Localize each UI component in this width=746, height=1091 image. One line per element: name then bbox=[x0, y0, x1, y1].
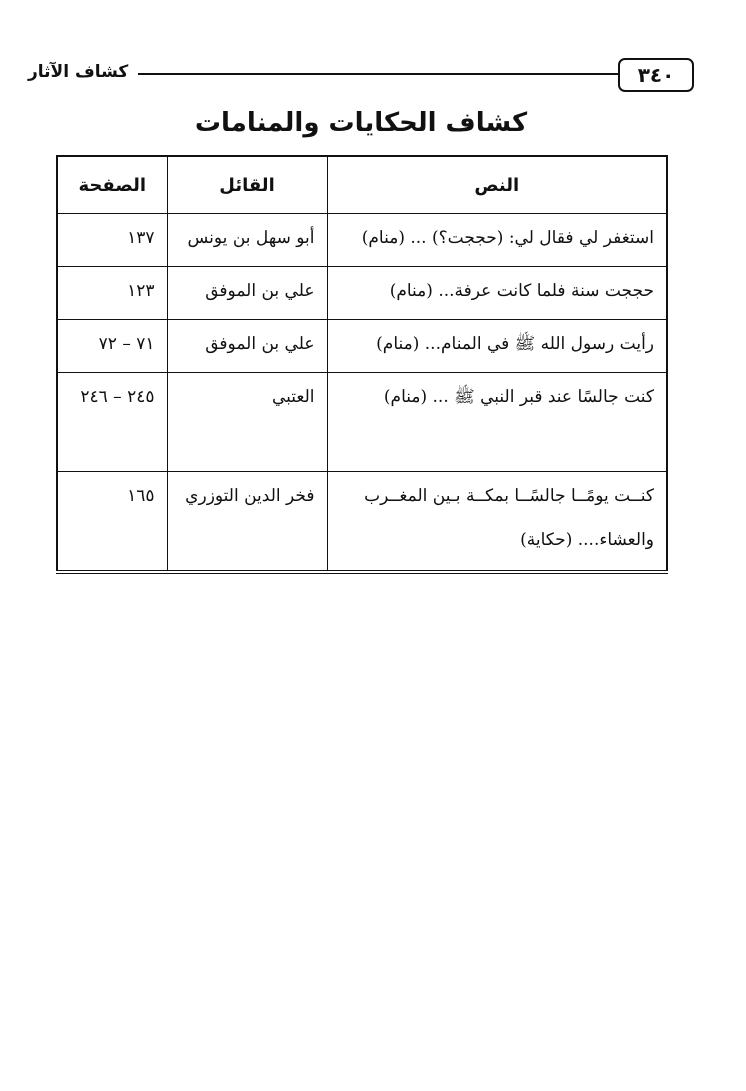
cell-speaker: العتبي bbox=[167, 373, 327, 472]
cell-page: ٧١ – ٧٢ bbox=[57, 320, 167, 373]
cell-speaker: أبو سهل بن يونس bbox=[167, 214, 327, 267]
cell-page: ٢٤٥ – ٢٤٦ bbox=[57, 373, 167, 472]
cell-text: كنــت يومًــا جالسًــا بمكــة بـين المغــرب والعشاء.... (حكاية) bbox=[327, 472, 667, 573]
cell-page: ١٣٧ bbox=[57, 214, 167, 267]
cell-speaker: فخر الدين التوزري bbox=[167, 472, 327, 573]
table-row bbox=[57, 472, 667, 573]
cell-speaker: علي بن الموفق bbox=[167, 320, 327, 373]
header-rule bbox=[138, 73, 618, 75]
cell-page: ١٢٣ bbox=[57, 267, 167, 320]
book-title: كشاف الآثار bbox=[28, 62, 129, 82]
cell-text: حججت سنة فلما كانت عرفة... (منام) bbox=[327, 267, 667, 320]
column-header-text: النص bbox=[327, 156, 667, 214]
table-row bbox=[57, 214, 667, 267]
table-header-row bbox=[57, 156, 667, 214]
column-header-page: الصفحة bbox=[57, 156, 167, 214]
table-row bbox=[57, 320, 667, 373]
column-header-speaker: القائل bbox=[167, 156, 327, 214]
cell-speaker: علي بن الموفق bbox=[167, 267, 327, 320]
cell-text: كنت جالسًا عند قبر النبي ﷺ ... (منام) bbox=[327, 373, 667, 472]
cell-text: استغفر لي فقال لي: (حججت؟) ... (منام) bbox=[327, 214, 667, 267]
index-table bbox=[56, 155, 668, 574]
table-row bbox=[57, 267, 667, 320]
running-head bbox=[28, 58, 675, 92]
section-title: كشاف الحكايات والمنامات bbox=[194, 108, 528, 138]
cell-page: ١٦٥ bbox=[57, 472, 167, 573]
table-row bbox=[57, 373, 667, 472]
cell-text: رأيت رسول الله ﷺ في المنام... (منام) bbox=[327, 320, 667, 373]
page-number: ٣٤٠ bbox=[618, 58, 694, 92]
